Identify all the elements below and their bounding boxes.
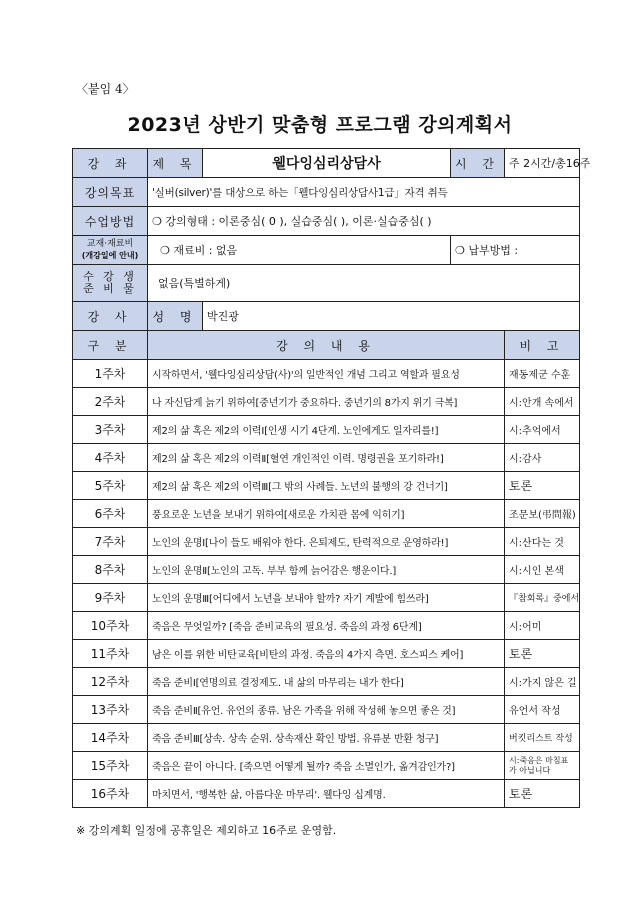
schedule-header-row (73, 331, 580, 360)
week-label: 6주차 (73, 500, 148, 528)
week-content: 제2의 삶 혹은 제2의 이력Ⅱ[혈연 개인적인 이력. 명령권을 포기하라!] (148, 444, 505, 472)
prep-label-line1: 수 강 생 (83, 270, 137, 283)
week-note: 『참회록』중에서 (505, 584, 580, 612)
week-label: 5주차 (73, 472, 148, 500)
prep-label-line2: 준 비 물 (83, 282, 137, 295)
week-row (73, 528, 580, 556)
week-note: 시:산다는 것 (505, 528, 580, 556)
prep-label-cell (73, 265, 148, 302)
week-label: 8주차 (73, 556, 148, 584)
prep-value: 없음(특별하게) (148, 265, 580, 302)
course-name: 웰다잉심리상담사 (203, 149, 451, 178)
instructor-row (73, 302, 580, 331)
week-row (73, 472, 580, 500)
week-content: 노인의 운명Ⅰ[나이 들도 배워야 한다. 은퇴제도, 탄력적으로 운영하라!] (148, 528, 505, 556)
week-row (73, 416, 580, 444)
goal-label: 강의목표 (73, 178, 148, 207)
week-label: 15주차 (73, 752, 148, 780)
week-row (73, 752, 580, 780)
material-label-cell (73, 236, 148, 265)
division-header: 구 분 (73, 331, 148, 360)
week-row (73, 500, 580, 528)
week-note: 시:시인 본색 (505, 556, 580, 584)
instructor-name: 박진광 (203, 302, 580, 331)
week-content: 마치면서, '행복한 삶, 아름다운 마무리'. 웰다잉 십계명. (148, 780, 505, 808)
week-note: 시:죽음은 마침표가 아닙니다 (505, 752, 580, 780)
material-sublabel: (개강일에 안내) (81, 250, 139, 260)
time-label: 시 간 (451, 149, 505, 178)
week-label: 1주차 (73, 360, 148, 388)
week-note: 재동제군 수훈 (505, 360, 580, 388)
week-content: 죽음 준비Ⅲ[상속. 상속 순위. 상속재산 확인 방법. 유류분 반환 청구] (148, 724, 505, 752)
week-note: 시:어미 (505, 612, 580, 640)
week-note: 유언서 작성 (505, 696, 580, 724)
week-note: 토론 (505, 780, 580, 808)
week-row (73, 444, 580, 472)
week-content: 노인의 운명Ⅱ[노인의 고독. 부부 함께 늙어감은 행운이다.] (148, 556, 505, 584)
week-note: 시:가지 않은 길 (505, 668, 580, 696)
week-row (73, 360, 580, 388)
material-fee: ❍ 재료비 : 없음 (148, 236, 451, 265)
prep-row (73, 265, 580, 302)
week-row (73, 556, 580, 584)
week-content: 시작하면서, '웰다잉심리상담(사)'의 일반적인 개념 그리고 역할과 필요성 (148, 360, 505, 388)
week-label: 12주차 (73, 668, 148, 696)
week-row (73, 724, 580, 752)
week-content: 제2의 삶 혹은 제2의 이력Ⅲ[그 밖의 사례들. 노년의 불행의 강 건너기] (148, 472, 505, 500)
material-row (73, 236, 580, 265)
week-content: 죽음은 끝이 아니다. [죽으면 어떻게 될까? 죽음 소멸인가, 옮겨감인가?] (148, 752, 505, 780)
week-note: 버킷리스트 작성 (505, 724, 580, 752)
week-label: 4주차 (73, 444, 148, 472)
week-content: 노인의 운명Ⅲ[어디에서 노년을 보내야 할까? 자기 계발에 힘쓰라] (148, 584, 505, 612)
week-note: 시:안개 속에서 (505, 388, 580, 416)
week-label: 13주차 (73, 696, 148, 724)
week-row (73, 640, 580, 668)
week-note: 시:추억에서 (505, 416, 580, 444)
instructor-label: 강 사 (73, 302, 148, 331)
material-label: 교재·재료비 (86, 238, 134, 249)
method-label: 수업방법 (73, 207, 148, 236)
week-label: 9주차 (73, 584, 148, 612)
week-label: 11주차 (73, 640, 148, 668)
payment-method: ❍ 납부방법 : (451, 236, 580, 265)
week-row (73, 696, 580, 724)
week-content: 죽음은 무엇일까? [죽음 준비교육의 필요성. 죽음의 과정 6단계] (148, 612, 505, 640)
week-row (73, 388, 580, 416)
week-row (73, 668, 580, 696)
attachment-label: 〈붙임 4〉 (76, 82, 135, 96)
footnote: ※ 강의계획 일정에 공휴일은 제외하고 16주로 운영함. (76, 824, 337, 837)
week-content: 남은 이를 위한 비탄교육[비탄의 과정. 죽음의 4가지 측면. 호스피스 케어] (148, 640, 505, 668)
week-row (73, 780, 580, 808)
goal-value: '실버(silver)'를 대상으로 하는「웰다잉심리상담사1급」자격 취득 (148, 178, 580, 207)
week-content: 죽음 준비Ⅱ[유언. 유언의 종류. 남은 가족을 위해 작성해 놓으면 좋은 것] (148, 696, 505, 724)
week-content: 나 자신답게 늙기 위하여[중년기가 중요하다. 중년기의 8가지 위기 극복] (148, 388, 505, 416)
week-row (73, 584, 580, 612)
subject-label: 제 목 (148, 149, 203, 178)
week-label: 2주차 (73, 388, 148, 416)
note-header: 비 고 (505, 331, 580, 360)
method-value: ❍ 강의형태 : 이론중심( 0 ), 실습중심( ), 이론·실습중심( ) (148, 207, 580, 236)
method-row (73, 207, 580, 236)
week-label: 16주차 (73, 780, 148, 808)
course-label: 강 좌 (73, 149, 148, 178)
page-title: 2023년 상반기 맞춤형 프로그램 강의계획서 (127, 114, 513, 136)
week-content: 제2의 삶 혹은 제2의 이력Ⅰ[인생 시기 4단계. 노인에게도 일자리를!] (148, 416, 505, 444)
week-note: 토론 (505, 472, 580, 500)
week-label: 10주차 (73, 612, 148, 640)
week-content: 죽음 준비Ⅰ[연명의료 결정제도. 내 삶의 마무리는 내가 한다] (148, 668, 505, 696)
lecture-plan-table (72, 148, 591, 808)
goal-row (73, 178, 580, 207)
time-value: 주 2시간/총16주 (505, 149, 580, 178)
instructor-name-label: 성 명 (148, 302, 203, 331)
content-header: 강 의 내 용 (148, 331, 505, 360)
week-label: 7주차 (73, 528, 148, 556)
week-note: 조문보(弔問報) (505, 500, 580, 528)
week-note: 토론 (505, 640, 580, 668)
week-label: 3주차 (73, 416, 148, 444)
week-row (73, 612, 580, 640)
week-content: 풍요로운 노년을 보내기 위하여[새로운 가치관 몸에 익히기] (148, 500, 505, 528)
week-label: 14주차 (73, 724, 148, 752)
course-row (73, 149, 580, 178)
week-note: 시:감사 (505, 444, 580, 472)
